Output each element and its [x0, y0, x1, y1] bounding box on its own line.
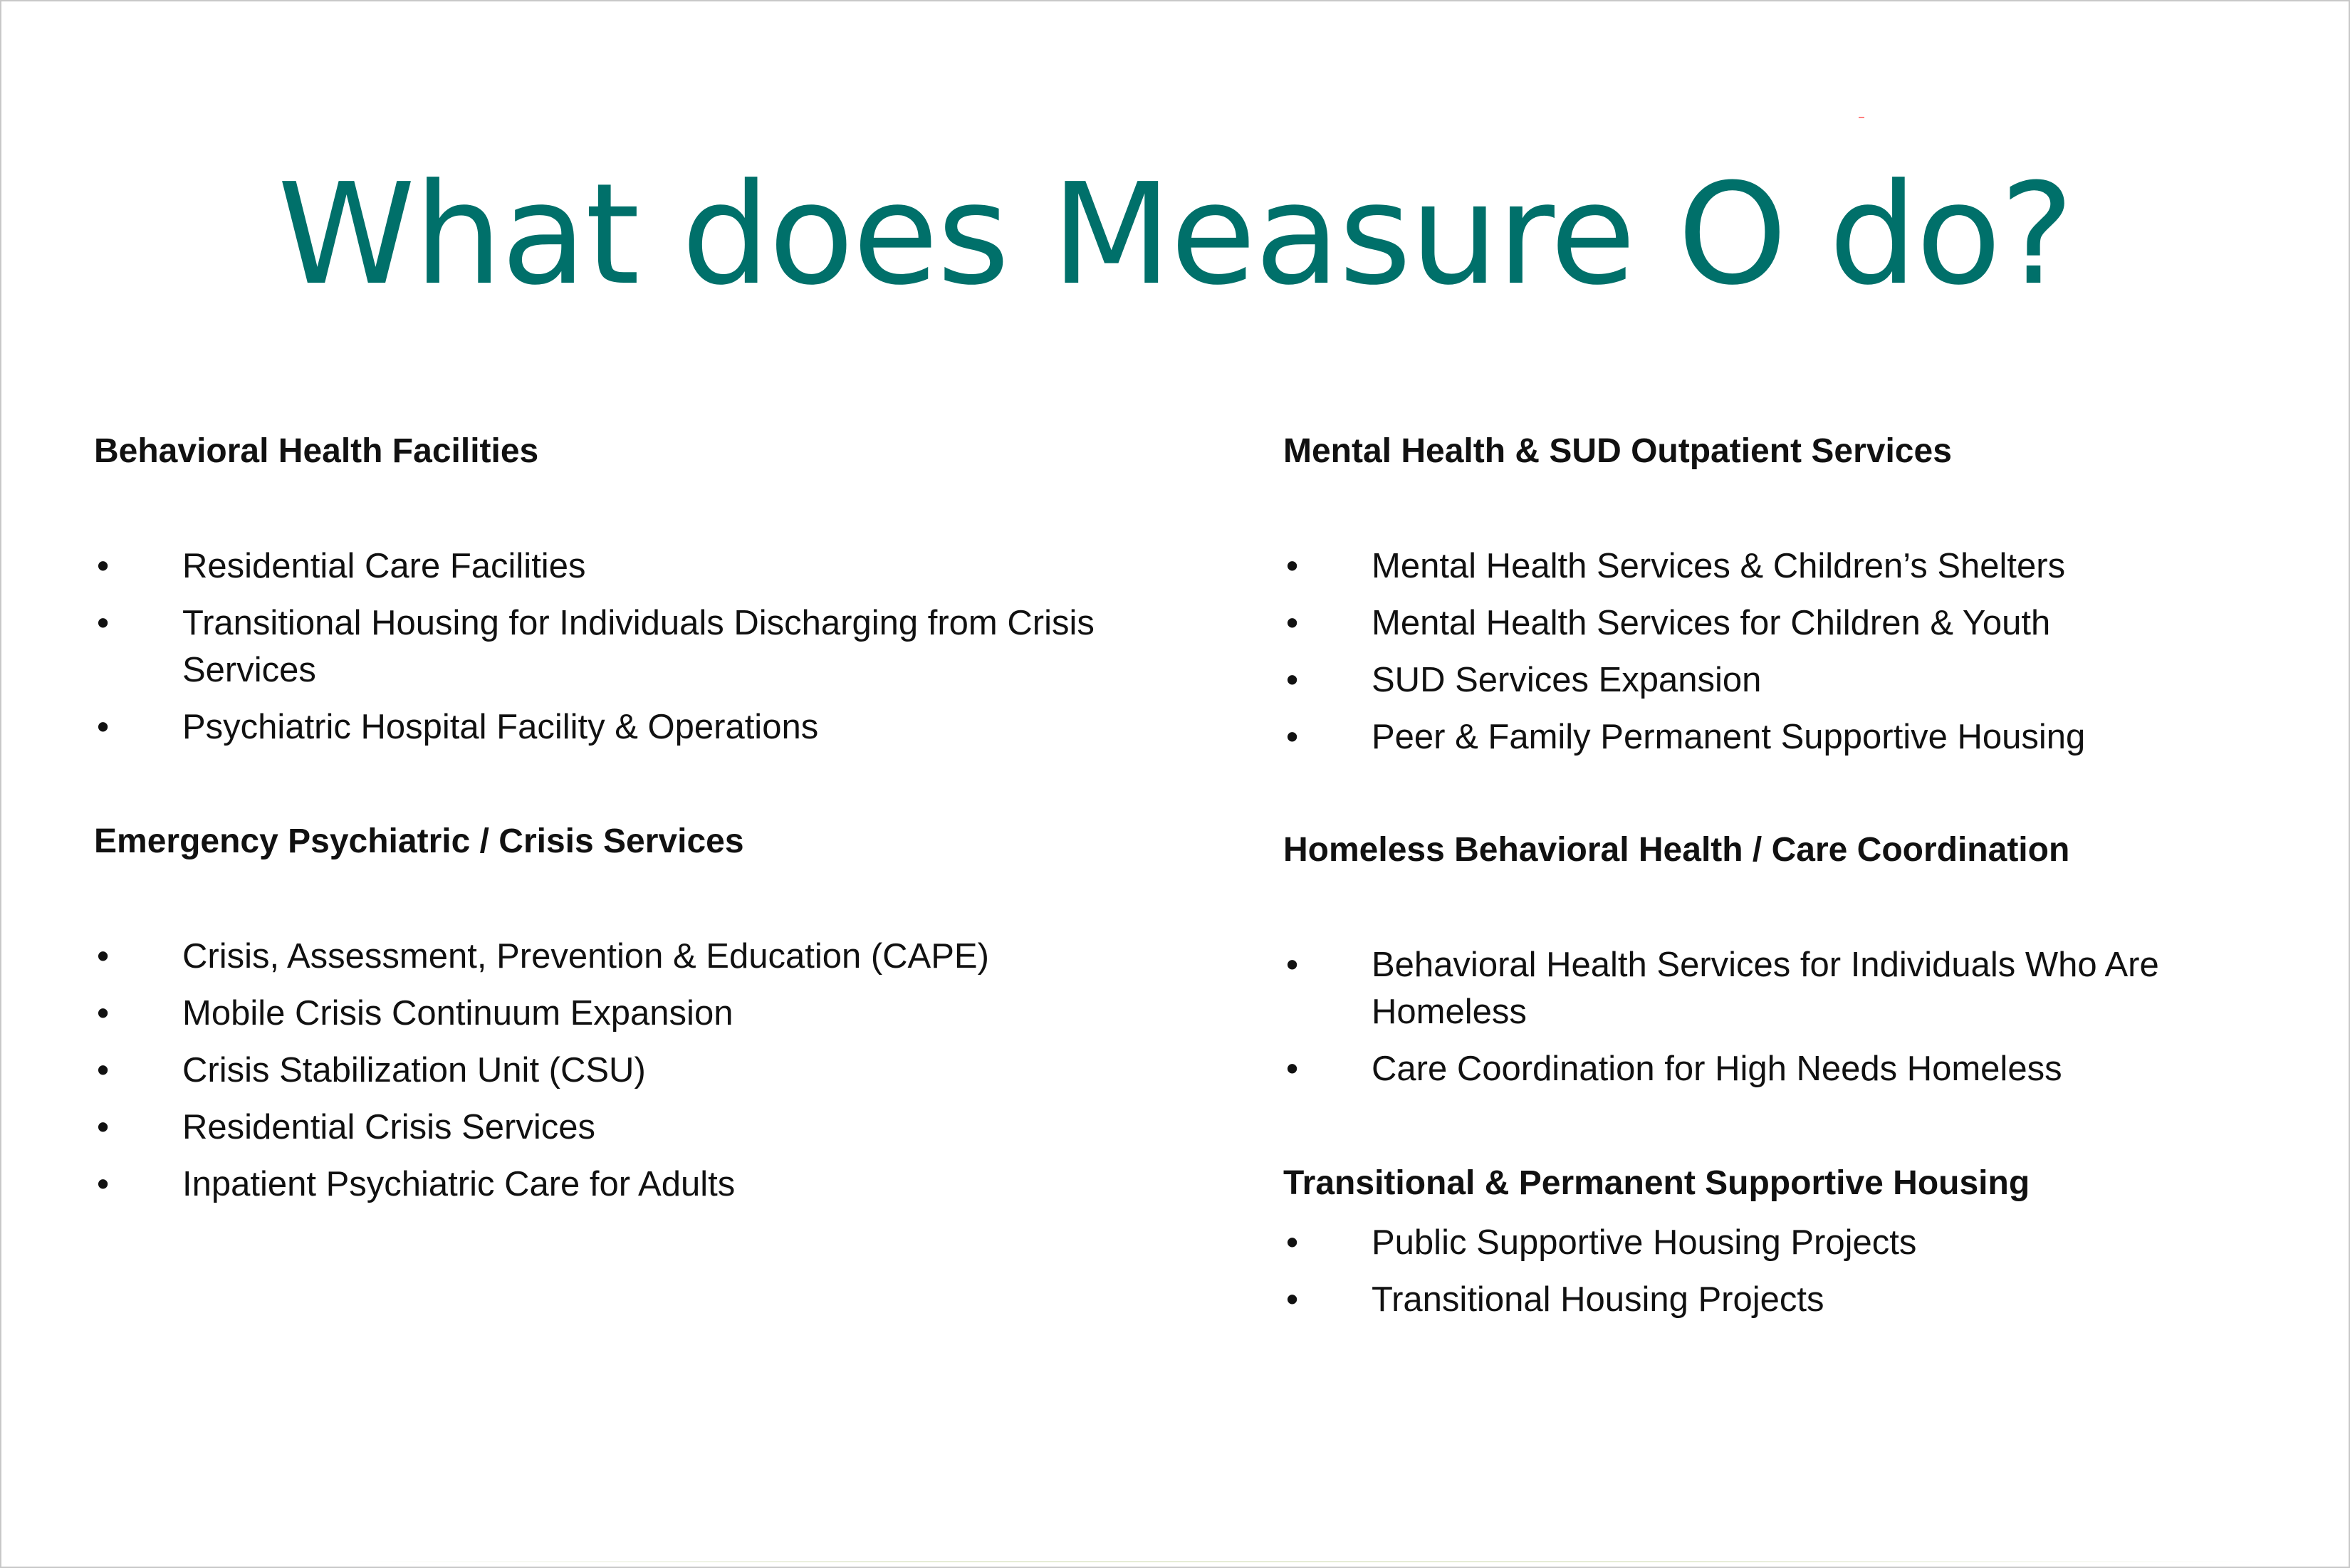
bullet-icon: •	[1286, 718, 1299, 756]
red-mark	[1859, 117, 1864, 118]
list-item	[1283, 1045, 2280, 1092]
list-item-text: Crisis Stabilization Unit (CSU)	[182, 1051, 646, 1089]
list-item-text: Crisis, Assessment, Prevention & Education (CAPE)	[182, 937, 989, 976]
list-item	[94, 1047, 1184, 1094]
section-heading-behavioral-health-facilities: Behavioral Health Facilities	[94, 432, 539, 470]
list-item-text: Mental Health Services for Children & Youth	[1372, 604, 2051, 642]
bullet-icon: •	[1286, 1050, 1299, 1088]
bullet-icon: •	[1286, 1280, 1299, 1319]
bullet-list-transitional-permanent-housing	[1283, 1219, 2280, 1333]
footer-divider	[343, 1561, 2263, 1562]
list-item-text: Behavioral Health Services for Individuals Who Are Homeless	[1372, 946, 2159, 1031]
list-item-text: Residential Care Facilities	[182, 547, 586, 585]
list-item-text: Residential Crisis Services	[182, 1108, 596, 1146]
bullet-icon: •	[97, 547, 110, 585]
bullet-icon: •	[97, 937, 110, 976]
list-item	[1283, 1219, 2280, 1266]
bullet-icon: •	[97, 1108, 110, 1146]
list-item-text: Inpatient Psychiatric Care for Adults	[182, 1165, 736, 1203]
list-item	[1283, 657, 2280, 704]
bullet-icon: •	[1286, 1223, 1299, 1262]
list-item-text: Psychiatric Hospital Facility & Operations	[182, 708, 819, 746]
list-item	[1283, 543, 2280, 590]
section-heading-transitional-permanent-housing: Transitional & Permanent Supportive Housing	[1283, 1164, 2030, 1202]
bullet-icon: •	[1286, 661, 1299, 699]
section-heading-emergency-psychiatric-crisis: Emergency Psychiatric / Crisis Services	[94, 822, 744, 860]
list-item	[94, 933, 1184, 980]
list-item-text: SUD Services Expansion	[1372, 661, 1762, 699]
bullet-list-emergency-psychiatric-crisis	[94, 933, 1184, 1218]
bullet-icon: •	[97, 708, 110, 746]
list-item	[94, 990, 1184, 1037]
bullet-icon: •	[97, 994, 110, 1033]
bullet-icon: •	[1286, 604, 1299, 642]
bullet-list-homeless-behavioral-health	[1283, 941, 2280, 1102]
bullet-icon: •	[97, 1165, 110, 1203]
list-item	[94, 543, 1184, 590]
list-item	[94, 1161, 1184, 1208]
bullet-icon: •	[1286, 547, 1299, 585]
list-item-text: Mobile Crisis Continuum Expansion	[182, 994, 733, 1033]
list-item-text: Public Supportive Housing Projects	[1372, 1223, 1917, 1262]
list-item	[1283, 600, 2280, 647]
slide-title: What does Measure O do?	[277, 154, 2073, 316]
list-item-text: Transitional Housing Projects	[1372, 1280, 1824, 1319]
list-item-text: Transitional Housing for Individuals Discharging from Crisis Services	[182, 604, 1095, 689]
list-item	[94, 704, 1184, 751]
list-item-text: Care Coordination for High Needs Homeless	[1372, 1050, 2062, 1088]
list-item-text: Mental Health Services & Children’s Shelters	[1372, 547, 2066, 585]
list-item	[94, 1104, 1184, 1151]
list-item	[1283, 714, 2280, 761]
bullet-list-mental-health-sud-outpatient	[1283, 543, 2280, 770]
bullet-icon: •	[97, 1051, 110, 1089]
bullet-icon: •	[97, 604, 110, 642]
section-heading-mental-health-sud-outpatient: Mental Health & SUD Outpatient Services	[1283, 432, 1952, 470]
list-item-text: Peer & Family Permanent Supportive Housing	[1372, 718, 2086, 756]
bullet-icon: •	[1286, 946, 1299, 984]
list-item	[1283, 941, 2280, 1035]
bullet-list-behavioral-health-facilities	[94, 543, 1184, 761]
list-item	[94, 600, 1184, 694]
section-heading-homeless-behavioral-health: Homeless Behavioral Health / Care Coordination	[1283, 831, 2070, 869]
list-item	[1283, 1276, 2280, 1323]
